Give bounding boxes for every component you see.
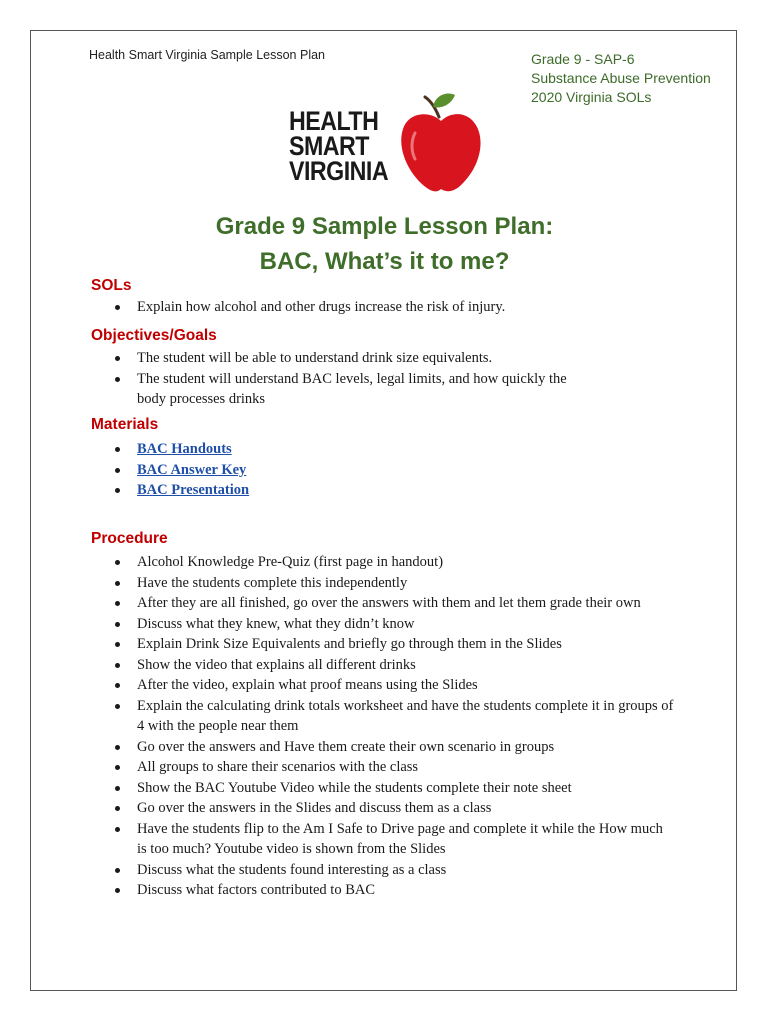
objectives-list	[115, 348, 595, 410]
section-heading-objectives: Objectives/Goals	[91, 327, 217, 344]
header-grade: Grade 9 - SAP-6	[531, 51, 635, 67]
section-heading-materials: Materials	[91, 416, 159, 433]
list-item: All groups to share their scenarios with the class	[115, 757, 675, 778]
list-item: Discuss what factors contributed to BAC	[115, 880, 675, 901]
section-heading-sols: SOLs	[91, 277, 132, 294]
header-left-text: Health Smart Virginia Sample Lesson Plan	[89, 48, 326, 62]
procedure-list	[115, 552, 675, 901]
sols-list	[115, 297, 675, 318]
lesson-title	[31, 209, 738, 279]
logo-wordmark	[289, 106, 404, 186]
list-item: Explain how alcohol and other drugs increase the risk of injury.	[115, 297, 675, 318]
apple-icon	[395, 93, 487, 195]
lesson-title-line1: Grade 9 Sample Lesson Plan:	[215, 213, 554, 240]
list-item: Alcohol Knowledge Pre-Quiz (first page in handout)	[115, 552, 675, 573]
health-smart-virginia-logo	[289, 93, 489, 197]
link-bac-handouts[interactable]: BAC Handouts	[137, 441, 232, 457]
list-item	[115, 480, 675, 501]
logo-line-smart: SMART	[289, 131, 369, 161]
list-item: Show the video that explains all different drinks	[115, 655, 675, 676]
list-item: Go over the answers and Have them create their own scenario in groups	[115, 737, 675, 758]
list-item: Go over the answers in the Slides and discuss them as a class	[115, 798, 675, 819]
list-item: Discuss what they knew, what they didn’t know	[115, 614, 675, 635]
list-item: Explain the calculating drink totals worksheet and have the students complete it in groups of 4 with the people near them	[115, 696, 675, 737]
list-item: Discuss what the students found interesting as a class	[115, 860, 675, 881]
logo-line-health: HEALTH	[289, 106, 379, 136]
list-item	[115, 439, 675, 460]
header-standards: 2020 Virginia SOLs	[531, 89, 652, 105]
list-item: The student will be able to understand drink size equivalents.	[115, 348, 595, 369]
materials-list	[115, 439, 675, 501]
link-bac-answer-key[interactable]: BAC Answer Key	[137, 461, 247, 478]
section-heading-procedure: Procedure	[91, 530, 168, 547]
list-item: The student will understand BAC levels, legal limits, and how quickly the body processes drinks	[115, 369, 595, 410]
link-bac-presentation[interactable]: BAC Presentation	[137, 482, 250, 498]
logo-line-virginia: VIRGINIA	[289, 156, 389, 186]
list-item: After they are all finished, go over the answers with them and let them grade their own	[115, 593, 675, 614]
list-item: Have the students flip to the Am I Safe to Drive page and complete it while the How much is too much? Youtube video is shown from the Slides	[115, 819, 675, 860]
header-topic: Substance Abuse Prevention	[531, 70, 711, 86]
list-item: Have the students complete this independently	[115, 573, 675, 594]
header-right-block	[531, 50, 711, 107]
document-page	[30, 30, 737, 991]
list-item	[115, 460, 675, 481]
lesson-title-line2: BAC, What’s it to me?	[259, 248, 510, 275]
list-item: After the video, explain what proof means using the Slides	[115, 675, 675, 696]
list-item: Show the BAC Youtube Video while the students complete their note sheet	[115, 778, 675, 799]
list-item: Explain Drink Size Equivalents and briefly go through them in the Slides	[115, 634, 675, 655]
